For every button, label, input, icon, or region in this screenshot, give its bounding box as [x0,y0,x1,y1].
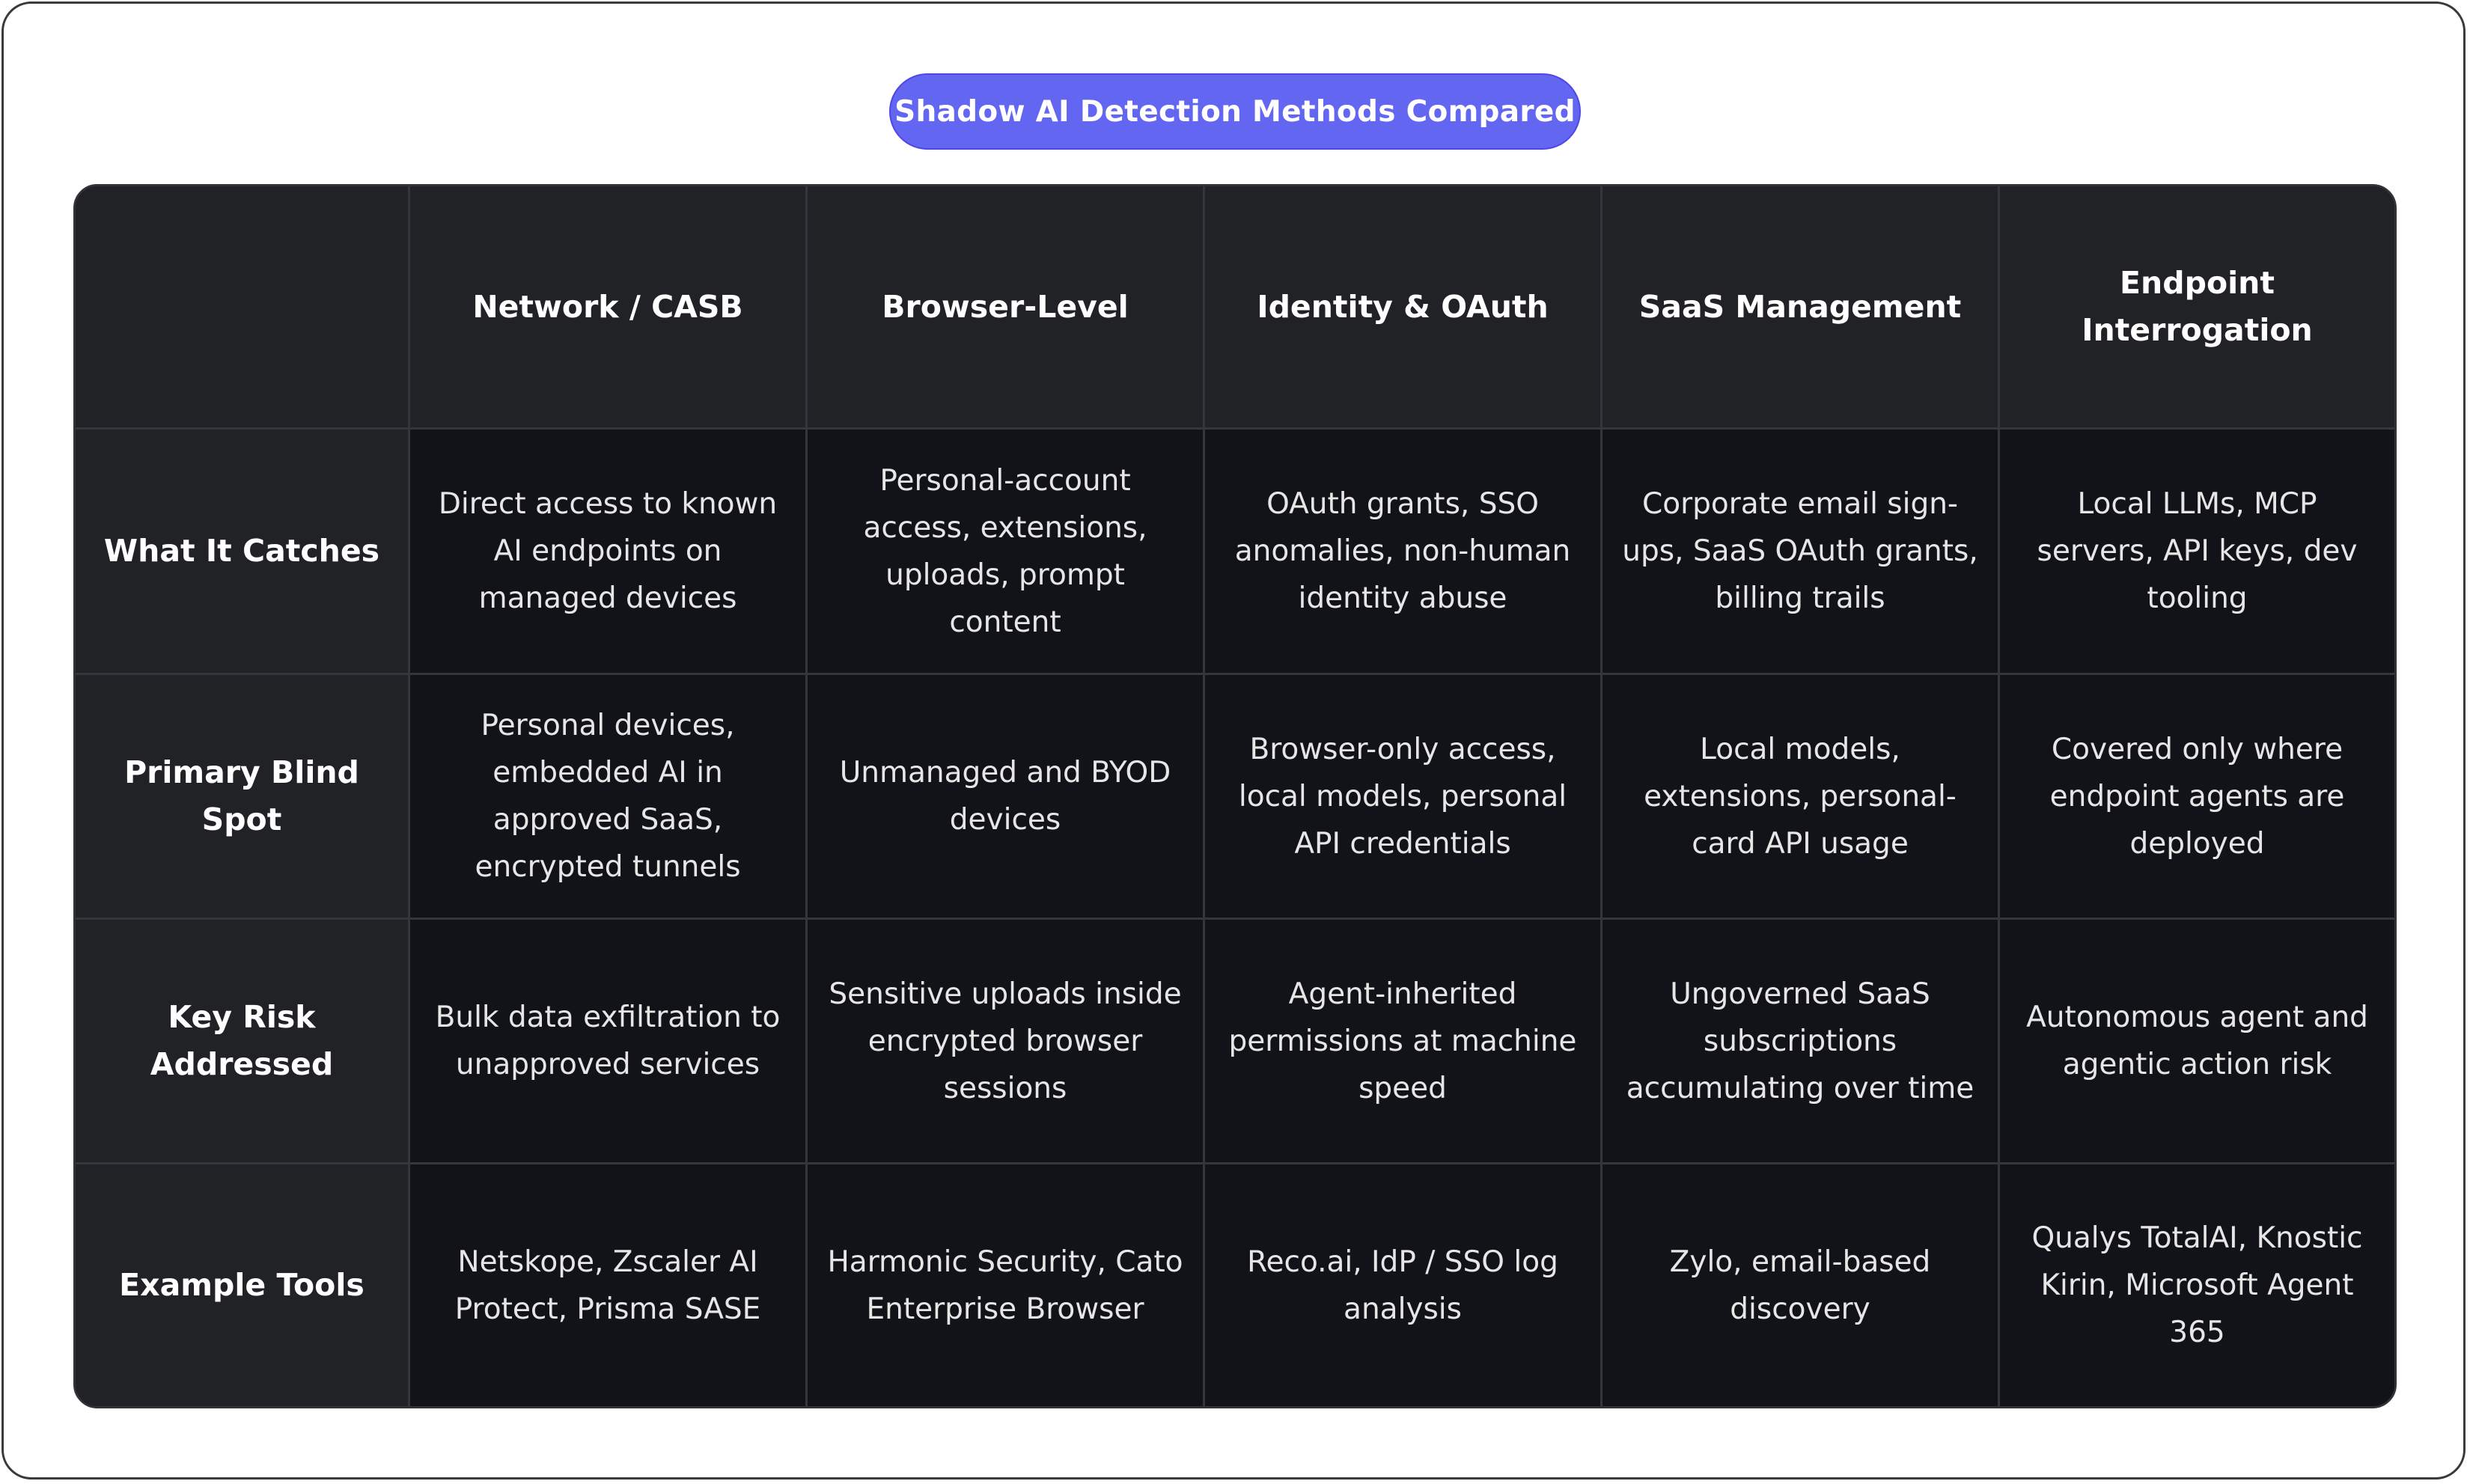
row-header-key-risk-addressed: Key Risk Addressed [76,920,410,1164]
row-header-what-it-catches: What It Catches [76,430,410,675]
table-cell: Ungoverned SaaS subscriptions accumulating over time [1603,920,2000,1164]
table-cell: Corporate email sign-ups, SaaS OAuth grants, billing trails [1603,430,2000,675]
table-cell: Agent-inherited permissions at machine speed [1205,920,1603,1164]
table-cell: Qualys TotalAI, Knostic Kirin, Microsoft Agent 365 [2000,1164,2394,1406]
title-badge: Shadow AI Detection Methods Compared [889,73,1581,150]
column-header-browser-level: Browser-Level [808,186,1205,430]
column-header-saas-management: SaaS Management [1603,186,2000,430]
table-cell: Zylo, email-based discovery [1603,1164,2000,1406]
table-cell: Covered only where endpoint agents are deployed [2000,675,2394,920]
table-corner-cell [76,186,410,430]
comparison-table [73,184,2397,1408]
column-header-network-casb: Network / CASB [410,186,808,430]
row-header-primary-blind-spot: Primary Blind Spot [76,675,410,920]
table-cell: OAuth grants, SSO anomalies, non-human identity abuse [1205,430,1603,675]
table-cell: Personal-account access, extensions, uploads, prompt content [808,430,1205,675]
row-header-example-tools: Example Tools [76,1164,410,1406]
table-cell: Local models, extensions, personal-card API usage [1603,675,2000,920]
table-cell: Browser-only access, local models, personal API credentials [1205,675,1603,920]
table-cell: Netskope, Zscaler AI Protect, Prisma SASE [410,1164,808,1406]
table-cell: Unmanaged and BYOD devices [808,675,1205,920]
table-cell: Sensitive uploads inside encrypted browser sessions [808,920,1205,1164]
table-cell: Harmonic Security, Cato Enterprise Browser [808,1164,1205,1406]
table-cell: Bulk data exfiltration to unapproved services [410,920,808,1164]
column-header-identity-oauth: Identity & OAuth [1205,186,1603,430]
table-cell: Autonomous agent and agentic action risk [2000,920,2394,1164]
table-cell: Reco.ai, IdP / SSO log analysis [1205,1164,1603,1406]
table-cell: Local LLMs, MCP servers, API keys, dev tooling [2000,430,2394,675]
column-header-endpoint-interrogation: Endpoint Interrogation [2000,186,2394,430]
table-cell: Direct access to known AI endpoints on managed devices [410,430,808,675]
table-cell: Personal devices, embedded AI in approved SaaS, encrypted tunnels [410,675,808,920]
